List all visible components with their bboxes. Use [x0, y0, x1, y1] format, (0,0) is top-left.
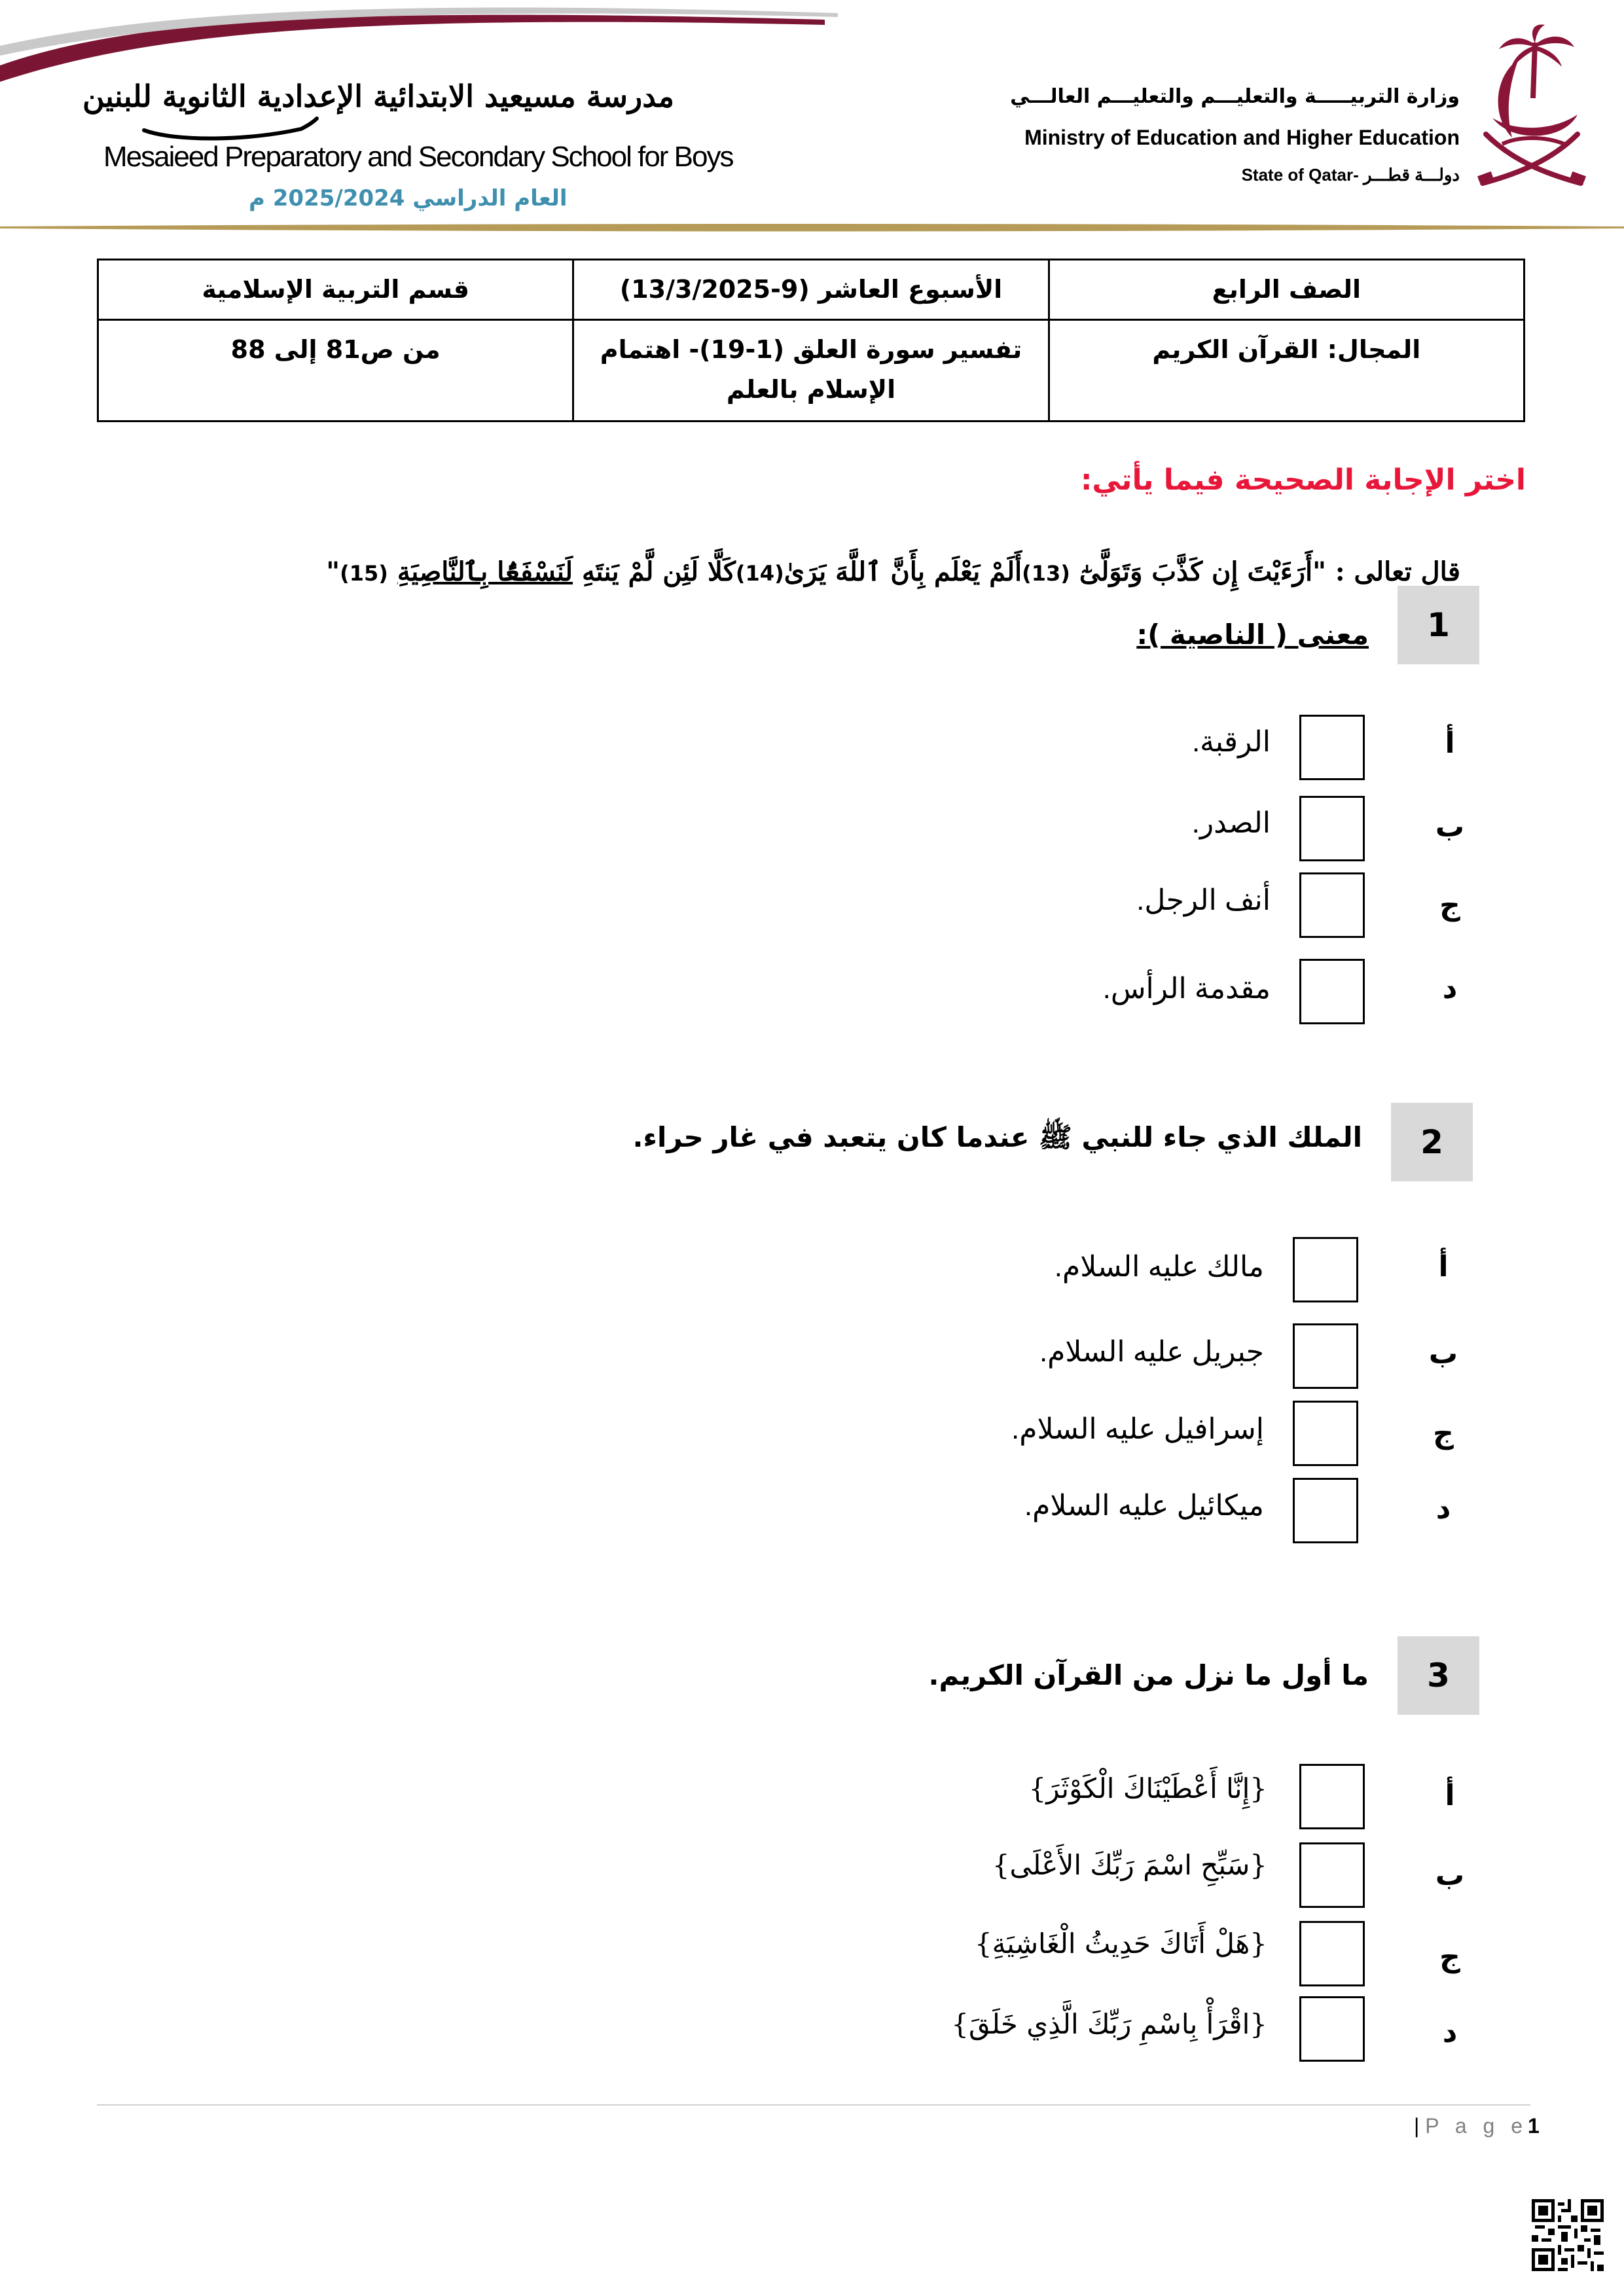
- option-text: الصدر.: [1191, 807, 1271, 839]
- question-number-2: 2: [1391, 1103, 1473, 1181]
- page-number: 1: [1528, 2114, 1540, 2138]
- department-cell: قسم التربية الإسلامية: [98, 260, 573, 320]
- answer-checkbox[interactable]: [1299, 1842, 1365, 1908]
- option-text: إسرافيل عليه السلام.: [1011, 1413, 1264, 1445]
- qr-code-icon: [1532, 2199, 1604, 2271]
- question-3-text: ما أول ما نزل من القرآن الكريم.: [928, 1659, 1369, 1691]
- verse-underlined-word: لَنَسْفَعًۢا بِٱلنَّاصِيَةِ: [397, 556, 573, 587]
- calligraphy-flourish: [137, 116, 321, 142]
- qatar-emblem-logo: [1473, 20, 1591, 196]
- option-text: ميكائيل عليه السلام.: [1024, 1490, 1264, 1522]
- school-name-arabic: مدرسة مسيعيد الابتدائية الإعدادية الثانوية للبنين: [82, 79, 674, 114]
- ministry-name-arabic: وزارة التربيـــــة والتعليـــم والتعليـــم العالـــي: [1010, 85, 1460, 108]
- option-letter: د: [1435, 1492, 1451, 1526]
- lesson-info-table: [97, 259, 1525, 422]
- option-letter: ج: [1439, 889, 1460, 922]
- option-letter: د: [1442, 972, 1458, 1005]
- option-letter: ب: [1428, 1337, 1458, 1371]
- option-letter: د: [1442, 2016, 1458, 2049]
- answer-checkbox[interactable]: [1299, 872, 1365, 938]
- question-number-3: 3: [1398, 1636, 1479, 1715]
- option-letter: أ: [1438, 1250, 1449, 1283]
- option-letter: ب: [1435, 810, 1465, 844]
- answer-checkbox[interactable]: [1293, 1237, 1358, 1302]
- answer-checkbox[interactable]: [1293, 1401, 1358, 1466]
- footer-divider-line: [97, 2104, 1530, 2106]
- question-1-subtext: معنى ( الناصية ):: [1136, 619, 1369, 651]
- option-letter: ب: [1435, 1859, 1465, 1892]
- school-identity: [82, 75, 733, 226]
- answer-checkbox[interactable]: [1299, 1996, 1365, 2062]
- answer-checkbox[interactable]: [1299, 959, 1365, 1024]
- question-number-1: 1: [1398, 586, 1479, 664]
- topic-cell: تفسير سورة العلق (1-19)- اهتمام الإسلام بالعلم: [573, 319, 1049, 421]
- domain-cell: المجال: القرآن الكريم: [1049, 319, 1524, 421]
- option-text: جبريل عليه السلام.: [1039, 1336, 1264, 1368]
- answer-checkbox[interactable]: [1299, 1921, 1365, 1986]
- week-cell: الأسبوع العاشر (9-13/3/2025): [573, 260, 1049, 320]
- answer-checkbox[interactable]: [1299, 715, 1365, 780]
- option-text: {هَلْ أَتَاكَ حَدِيثُ الْغَاشِيَةِ}: [974, 1928, 1267, 1960]
- option-letter: أ: [1445, 1779, 1455, 1812]
- state-label: State of Qatar- دولـــة قطـــر: [1241, 165, 1460, 185]
- school-name-english: Mesaieed Preparatory and Secondary School for Boys: [103, 141, 733, 173]
- grade-cell: الصف الرابع: [1049, 260, 1524, 320]
- option-text: أنف الرجل.: [1136, 884, 1271, 916]
- option-letter: ج: [1439, 1941, 1460, 1974]
- answer-checkbox[interactable]: [1293, 1323, 1358, 1389]
- option-text: مقدمة الرأس.: [1102, 973, 1271, 1005]
- ministry-name-english: Ministry of Education and Higher Education: [1024, 126, 1460, 149]
- answer-checkbox[interactable]: [1293, 1478, 1358, 1543]
- page-number-label: | P a g e1: [1414, 2114, 1540, 2138]
- option-letter: أ: [1445, 726, 1455, 760]
- question-2-text: الملك الذي جاء للنبي ﷺ عندما كان يتعبد في غار حراء.: [632, 1121, 1362, 1153]
- option-text: {إِنَّا أَعْطَيْنَاكَ الْكَوْثَرَ}: [1028, 1772, 1267, 1804]
- instruction-heading: اختر الإجابة الصحيحة فيما يأتي:: [1080, 463, 1526, 497]
- option-text: مالك عليه السلام.: [1054, 1251, 1264, 1283]
- option-text: الرقبة.: [1191, 726, 1271, 758]
- answer-checkbox[interactable]: [1299, 796, 1365, 861]
- answer-checkbox[interactable]: [1299, 1764, 1365, 1829]
- option-text: {سَبِّحِ اسْمَ رَبِّكَ الأَعْلَى}: [992, 1849, 1267, 1881]
- pages-cell: من ص81 إلى 88: [98, 319, 573, 421]
- option-text: {اقْرَأْ بِاسْمِ رَبِّكَ الَّذِي خَلَقَ}: [951, 2008, 1267, 2040]
- header-swoosh-decoration: [0, 0, 851, 85]
- option-letter: ج: [1433, 1417, 1454, 1450]
- ministry-identity: [1010, 85, 1466, 196]
- academic-year: العام الدراسي 2025/2024 م: [249, 185, 568, 211]
- question-1-verse: قال تعالى : "أَرَءَيْتَ إِن كَذَّبَ وَتَوَلَّىٰٓ (13)أَلَمْ يَعْلَم بِأَنَّ ٱللَّهَ يَرَىٰ(14)كَلَّا لَئِن لَّمْ يَنتَهِ لَنَسْفَعًۢا بِٱلنَّاصِيَةِ (15)": [326, 556, 1460, 587]
